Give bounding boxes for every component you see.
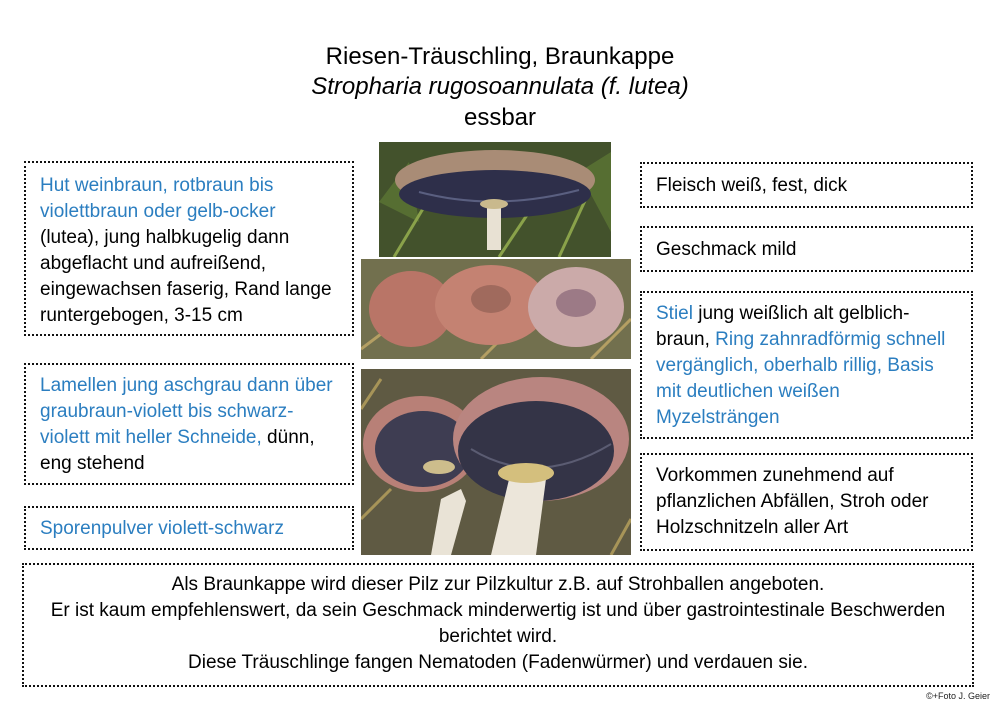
latin-name: Stropharia rugosoannulata (f. lutea) [311, 73, 689, 100]
lamellen-color-text: Lamellen jung aschgrau dann über graubraun-violett bis schwarz-violett mit heller Schneide, [40, 375, 333, 448]
vorkommen-box [640, 453, 973, 551]
sporenpulver-box [24, 506, 354, 550]
geschmack-box [640, 226, 973, 272]
geschmack-text: Geschmack mild [656, 239, 797, 260]
mushroom-photo-caps [361, 259, 631, 359]
stiel-label: Stiel [656, 303, 693, 324]
mushroom-photo-underside [379, 142, 611, 257]
hut-description-box [24, 161, 354, 336]
hut-shape-text: (lutea), jung halbkugelig dann abgeflacht und aufreißend, eingewachsen faserig, Rand lange runtergebogen, 3-15 cm [40, 227, 332, 326]
fleisch-box [640, 162, 973, 208]
note-line-1: Als Braunkappe wird dieser Pilz zur Pilzkultur z.B. auf Strohballen angeboten. [171, 574, 825, 595]
sporenpulver-text: Sporenpulver violett-schwarz [40, 518, 284, 539]
hut-color-text: Hut weinbraun, rotbraun bis violettbraun oder gelb-ocker [40, 175, 276, 222]
notes-box [22, 563, 974, 687]
note-line-3: Diese Träuschlinge fangen Nematoden (Fadenwürmer) und verdauen sie. [188, 652, 808, 673]
lamellen-description-box [24, 363, 354, 485]
note-line-2: Er ist kaum empfehlenswert, da sein Geschmack minderwertig ist und über gastrointestinale Beschwerden berichtet wird. [50, 600, 946, 647]
stiel-description-box [640, 291, 973, 439]
mushroom-photo-gills-and-stems [361, 369, 631, 555]
photo-credit: ©+Foto J. Geier [926, 691, 990, 701]
stiel-color-text: jung weißlich alt gelblich-braun, [656, 303, 910, 350]
vorkommen-text: Vorkommen zunehmend auf pflanzlichen Abfällen, Stroh oder Holzschnitzeln aller Art [656, 465, 929, 538]
fleisch-text: Fleisch weiß, fest, dick [656, 175, 848, 196]
ring-description-text: Ring zahnradförmig schnell vergänglich, oberhalb rillig, Basis mit deutlichen weißen Myzelsträngen [656, 329, 946, 428]
lamellen-spacing-text: dünn, eng stehend [40, 427, 315, 474]
page-title: Riesen-Träuschling, Braunkappe [325, 43, 675, 70]
edibility-label: essbar [463, 104, 537, 131]
